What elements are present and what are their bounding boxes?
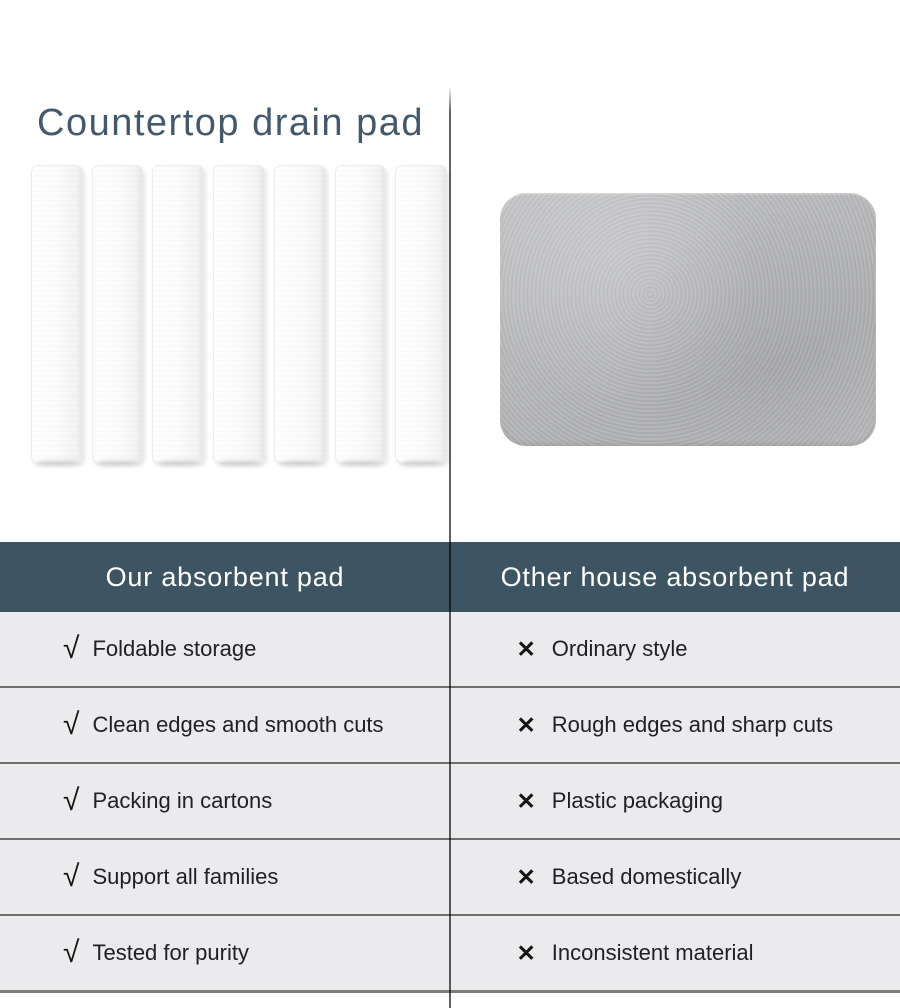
- feature-text: Support all families: [92, 864, 279, 889]
- feature-text: Based domestically: [551, 864, 742, 889]
- feature-text: Packing in cartons: [92, 788, 273, 813]
- product-image-slatted-pad: [31, 165, 447, 463]
- check-icon: √: [63, 936, 80, 969]
- pad-slat: [335, 165, 387, 463]
- pad-slat: [213, 165, 265, 463]
- check-icon: √: [63, 784, 80, 817]
- feature-text: Plastic packaging: [551, 788, 723, 813]
- cross-icon: ✕: [516, 711, 536, 738]
- page-title: Countertop drain pad: [37, 102, 425, 144]
- table-header-other-pad: Other house absorbent pad: [500, 561, 850, 592]
- pad-corner-cut: [500, 427, 519, 446]
- product-image-gray-pad: [500, 193, 876, 446]
- cross-icon: ✕: [516, 635, 536, 662]
- feature-text: Ordinary style: [551, 636, 688, 661]
- feature-text: Clean edges and smooth cuts: [92, 712, 384, 737]
- feature-text: Inconsistent material: [551, 940, 754, 965]
- table-cell-other: [447, 688, 900, 762]
- feature-text: Rough edges and sharp cuts: [551, 712, 834, 737]
- pad-slat: [152, 165, 204, 463]
- pad-slat: [31, 165, 83, 463]
- cross-icon: ✕: [516, 939, 536, 966]
- table-cell-other: [447, 840, 900, 914]
- table-cell-other: [447, 764, 900, 838]
- table-cell-our: [0, 688, 447, 762]
- table-cell-our: [0, 916, 447, 990]
- check-icon: √: [63, 708, 80, 741]
- table-cell-other: [447, 916, 900, 990]
- cross-icon: ✕: [516, 787, 536, 814]
- check-icon: √: [63, 632, 80, 665]
- feature-text: Foldable storage: [92, 636, 257, 661]
- cross-icon: ✕: [516, 863, 536, 890]
- table-header-our-pad: Our absorbent pad: [105, 561, 345, 592]
- table-cell-other: [447, 612, 900, 686]
- table-cell-our: [0, 764, 447, 838]
- pad-slat: [274, 165, 326, 463]
- check-icon: √: [63, 860, 80, 893]
- feature-text: Tested for purity: [92, 940, 249, 965]
- pad-slat: [92, 165, 144, 463]
- pad-corner-cut: [857, 427, 876, 446]
- pad-slat: [395, 165, 447, 463]
- table-cell-our: [0, 840, 447, 914]
- table-cell-our: [0, 612, 447, 686]
- vertical-divider-line: [449, 86, 451, 1008]
